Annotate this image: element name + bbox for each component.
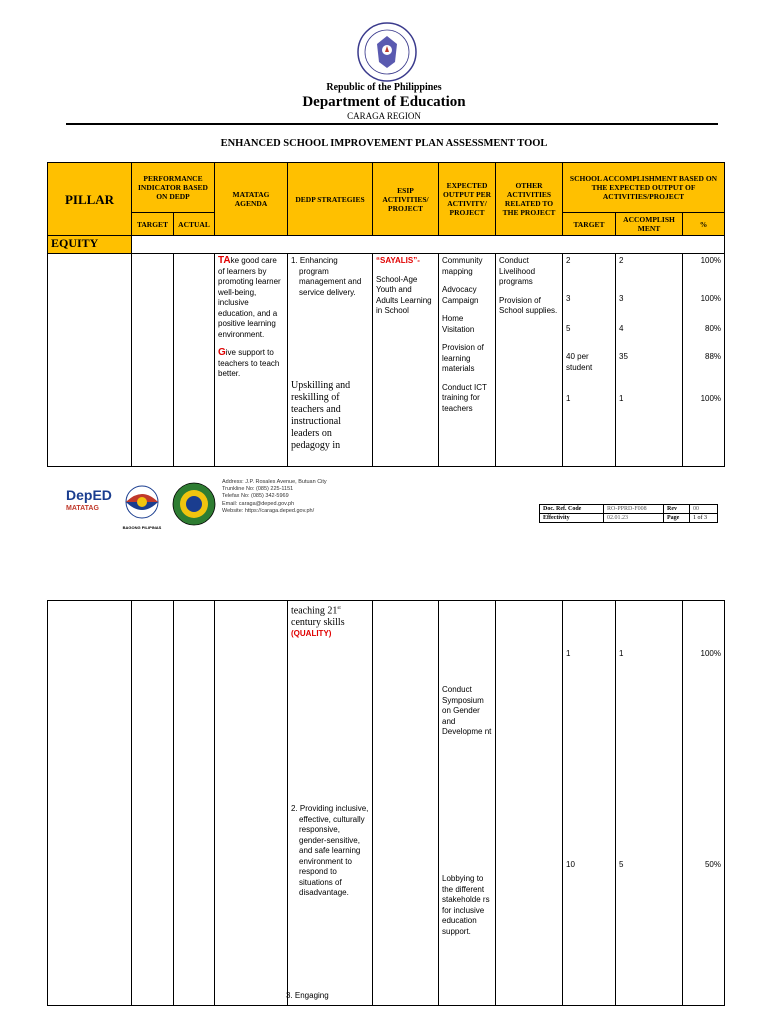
accomplishment-value: 35 — [619, 352, 628, 361]
assessment-table — [47, 162, 725, 467]
strategy-cont-a: teaching 21 — [291, 605, 338, 617]
strategy-upskill: Upskilling and reskilling of teachers and instructional leaders on pedagogy in — [291, 380, 351, 451]
output-item: Provision of learning materials — [442, 343, 484, 373]
output-item: Community mapping — [442, 256, 483, 276]
footer-email: Email: caraga@deped.gov.ph — [222, 500, 295, 507]
pillar-cell — [48, 601, 132, 1006]
footer-telefax: Telefax No: (085) 342-5969 — [222, 493, 289, 500]
target-value: 2 — [566, 256, 571, 265]
effectivity-label: Effectivity — [540, 514, 604, 523]
tool-title: ENHANCED SCHOOL IMPROVEMENT PLAN ASSESSMENT TOOL — [220, 138, 548, 149]
assessment-table-continued — [47, 600, 725, 1006]
deped-seal-icon — [357, 22, 417, 82]
footer-address-block — [222, 479, 327, 515]
header-esip-activities: ESIP ACTIVITIES/ PROJECT — [373, 163, 439, 236]
equity-row-blank — [132, 236, 725, 254]
region-label: CARAGA REGION — [347, 111, 421, 121]
matatag-text-2: ive support to teachers to teach better. — [218, 348, 280, 378]
target-value: 40 per student — [566, 352, 593, 372]
strategy-1: 1. Enhancing program management and service delivery. — [291, 256, 362, 297]
doc-ref-table — [539, 504, 718, 523]
header-target: TARGET — [132, 213, 174, 236]
rev-value: 00 — [690, 505, 718, 514]
footer-address: Address: J.P. Rosales Avenue, Butuan City — [222, 479, 327, 485]
output-item: Conduct ICT training for teachers — [442, 382, 487, 413]
region-seal-icon — [172, 482, 216, 526]
pillar-cell — [48, 254, 132, 467]
target-value: 1 — [566, 394, 571, 403]
page-label: Page — [664, 514, 690, 523]
matatag-cap-ta: TA — [218, 255, 231, 266]
strategy-cont-sup: st — [337, 606, 341, 611]
accomplishment-value: 5 — [619, 860, 624, 869]
pi-target-cell — [132, 601, 174, 1006]
dedp-strategies-cell — [288, 254, 373, 467]
deped-matatag-logo — [66, 487, 116, 527]
doc-ref-value: RO-PPRD-F008 — [604, 505, 664, 514]
other-activities-cell — [496, 254, 563, 467]
other-activity-1: Conduct Livelihood programs — [499, 256, 536, 286]
footer-website: Website: https://caraga.deped.gov.ph/ — [222, 507, 315, 514]
dedp-strategies-cell — [288, 601, 373, 1006]
footer-trunkline: Trunkline No: (085) 225-1151 — [222, 486, 294, 493]
header-pillar: PILLAR — [48, 163, 132, 236]
effectivity-value: 02.01.23 — [604, 514, 664, 523]
strategy-cont-b: century skills — [291, 617, 345, 629]
other-activities-cell — [496, 601, 563, 1006]
percent-value: 100% — [700, 256, 722, 265]
sa-percent-cell — [683, 601, 725, 1006]
matatag-cap-g: G — [218, 347, 226, 358]
strategy-3: 3. Engaging — [286, 991, 329, 1000]
expected-output-cell — [439, 601, 496, 1006]
header-actual: ACTUAL — [174, 213, 215, 236]
sa-target-cell — [563, 601, 616, 1006]
accomplishment-value: 1 — [619, 649, 624, 658]
expected-output-cell — [439, 254, 496, 467]
output-item: Advocacy Campaign — [442, 285, 479, 305]
target-value: 1 — [566, 649, 571, 658]
output-item: Home Visitation — [442, 314, 475, 334]
deped-logo-text: DepED — [66, 487, 112, 503]
percent-value: 80% — [705, 324, 722, 333]
header-performance-indicator: PERFORMANCE INDICATOR BASED ON DEDP — [132, 163, 215, 213]
target-value: 3 — [566, 294, 571, 303]
bagong-pilipinas-icon — [121, 484, 163, 520]
quality-label: (QUALITY) — [291, 629, 332, 639]
strategy-2: 2. Providing inclusive, effective, culturally responsive, gender-sensitive, and safe learning environment to respond to situations of disadvantage. — [291, 804, 369, 897]
pi-target-cell — [132, 254, 174, 467]
percent-value: 88% — [705, 352, 722, 361]
republic-label: Republic of the Philippines — [326, 82, 442, 93]
esip-title: “SAYALIS”- — [376, 256, 420, 265]
accomplishment-value: 3 — [619, 294, 624, 303]
header-sa-percent: % — [683, 213, 725, 236]
doc-ref-label: Doc. Ref. Code — [540, 505, 604, 514]
header-divider — [66, 123, 718, 125]
target-value: 10 — [566, 860, 575, 869]
matatag-text-1: ke good care of learners by promoting learner well-being, inclusive education, and a positive learning environment. — [218, 256, 281, 339]
esip-activities-cell — [373, 254, 439, 467]
header-dedp-strategies: DEDP STRATEGIES — [288, 163, 373, 236]
sa-percent-cell — [683, 254, 725, 467]
percent-value: 100% — [700, 649, 721, 658]
matatag-logo-text: MATATAG — [66, 505, 99, 512]
department-title: Department of Education — [302, 94, 466, 110]
output-symposium: Conduct Symposium on Gender and Developme nt — [442, 685, 492, 736]
esip-desc: School-Age Youth and Adults Learning in School — [376, 274, 432, 315]
target-value: 5 — [566, 324, 571, 333]
sa-target-cell — [563, 254, 616, 467]
accomplishment-value: 1 — [619, 394, 624, 403]
percent-value: 100% — [700, 394, 722, 403]
header-sa-accomplishment: ACCOMPLISH MENT — [616, 213, 683, 236]
header-sa-target: TARGET — [563, 213, 616, 236]
esip-activities-cell — [373, 601, 439, 1006]
page-value: 1 of 3 — [690, 514, 718, 523]
matatag-agenda-cell — [215, 601, 288, 1006]
output-lobbying: Lobbying to the different stakeholde rs for inclusive education support. — [442, 874, 490, 936]
bagong-pilipinas-text: BAGONG PILIPINAS — [122, 525, 162, 530]
pi-actual-cell — [174, 254, 215, 467]
header-school-accomplishment: SCHOOL ACCOMPLISHMENT BASED ON THE EXPECTED OUTPUT OF ACTIVITIES/PROJECT — [563, 163, 725, 213]
accomplishment-value: 2 — [619, 256, 624, 265]
sa-accomplishment-cell — [616, 601, 683, 1006]
percent-value: 50% — [704, 860, 721, 869]
header-expected-output: EXPECTED OUTPUT PER ACTIVITY/ PROJECT — [439, 163, 496, 236]
matatag-agenda-cell — [215, 254, 288, 467]
sa-accomplishment-cell — [616, 254, 683, 467]
rev-label: Rev — [664, 505, 690, 514]
other-activity-2: Provision of School supplies. — [499, 295, 558, 315]
header-other-activities: OTHER ACTIVITIES RELATED TO THE PROJECT — [496, 163, 563, 236]
percent-value: 100% — [700, 294, 722, 303]
bagong-pilipinas-logo — [121, 484, 163, 530]
accomplishment-value: 4 — [619, 324, 624, 333]
equity-pillar-label: EQUITY — [48, 236, 132, 254]
pi-actual-cell — [174, 601, 215, 1006]
header-matatag-agenda: MATATAG AGENDA — [215, 163, 288, 236]
